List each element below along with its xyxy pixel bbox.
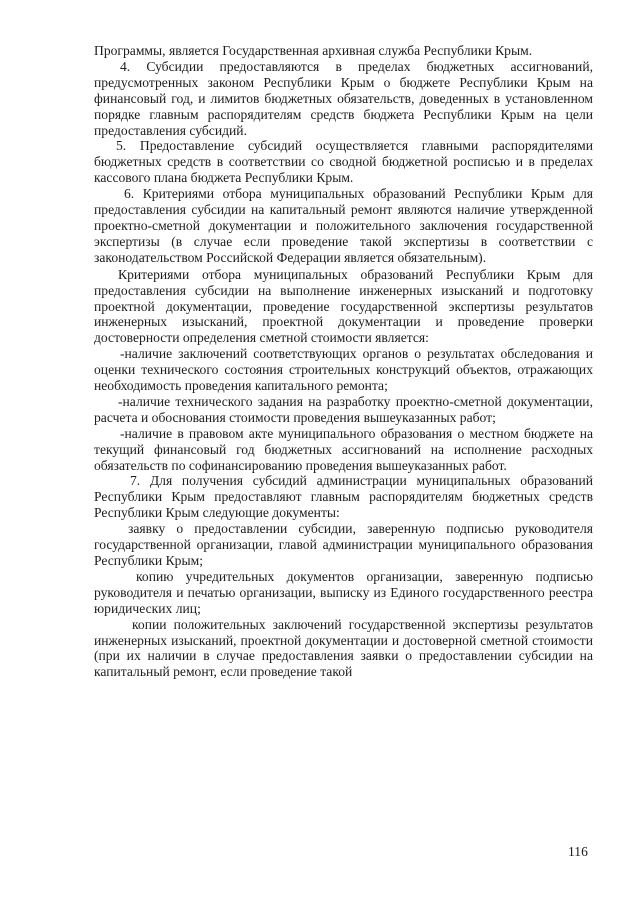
paragraph-9: 7. Для получения субсидий администрации муниципальных образований Республики Крым предоставляют главным распорядителям бюджетных средств Республики Крым следующие документы: xyxy=(94,473,593,521)
document-body xyxy=(94,43,593,680)
paragraph-12: копии положительных заключений государственной экспертизы результатов инженерных изысканий, проектной документации и достоверной сметной стоимости (при их наличии в случае предоставления заявки о предоставлении субсидии на капитальный ремонт, если проведение такой xyxy=(94,616,593,680)
paragraph-11: копию учредительных документов организации, заверенную подписью руководителя и печатью организации, выписку из Единого государственного реестра юридических лиц; xyxy=(94,568,593,616)
paragraph-4: 6. Критериями отбора муниципальных образований Республики Крым для предоставления субсидии на капитальный ремонт являются наличие утвержденной проектно-сметной документации и положительного заключения государственной экспертизы (в случае если проведение такой экспертизы в соответствии с законодательством Российской Федерации является обязательным). xyxy=(94,186,593,265)
paragraph-10: заявку о предоставлении субсидии, заверенную подписью руководителя государственной организации, главой администрации муниципального образования Республики Крым; xyxy=(94,521,593,568)
paragraph-3: 5. Предоставление субсидий осуществляется главными распорядителями бюджетных средств в соответствии со сводной бюджетной росписью и в пределах кассового плана бюджета Республики Крым. xyxy=(94,138,593,186)
paragraph-2: 4. Субсидии предоставляются в пределах бюджетных ассигнований, предусмотренных законом Республики Крым о бюджете Республики Крым на финансовый год, и лимитов бюджетных обязательств, доведенных в установленном порядке главным распорядителям средств бюджета Республики Крым на цели предоставления субсидий. xyxy=(94,58,593,138)
paragraph-5: Критериями отбора муниципальных образований Республики Крым для предоставления субсидии на выполнение инженерных изысканий и подготовку проектной документации, проведение государственной экспертизы результатов инженерных изысканий, проектной документации и проведение проверки достоверности определения сметной стоимости является: xyxy=(94,266,593,346)
page-number: 116 xyxy=(568,844,588,859)
paragraph-7: -наличие технического задания на разработку проектно-сметной документации, расчета и обоснования стоимости проведения вышеуказанных работ; xyxy=(94,393,593,425)
paragraph-6: -наличие заключений соответствующих органов о результатах обследования и оценки технического состояния строительных конструкций объектов, отражающих необходимость проведения капитального ремонта; xyxy=(94,346,593,394)
paragraph-8: -наличие в правовом акте муниципального образования о местном бюджете на текущий финансовый год бюджетных ассигнований на исполнение расходных обязательств по софинансированию проведения вышеуказанных работ. xyxy=(94,425,593,473)
paragraph-1: Программы, является Государственная архивная служба Республики Крым. xyxy=(94,43,533,58)
